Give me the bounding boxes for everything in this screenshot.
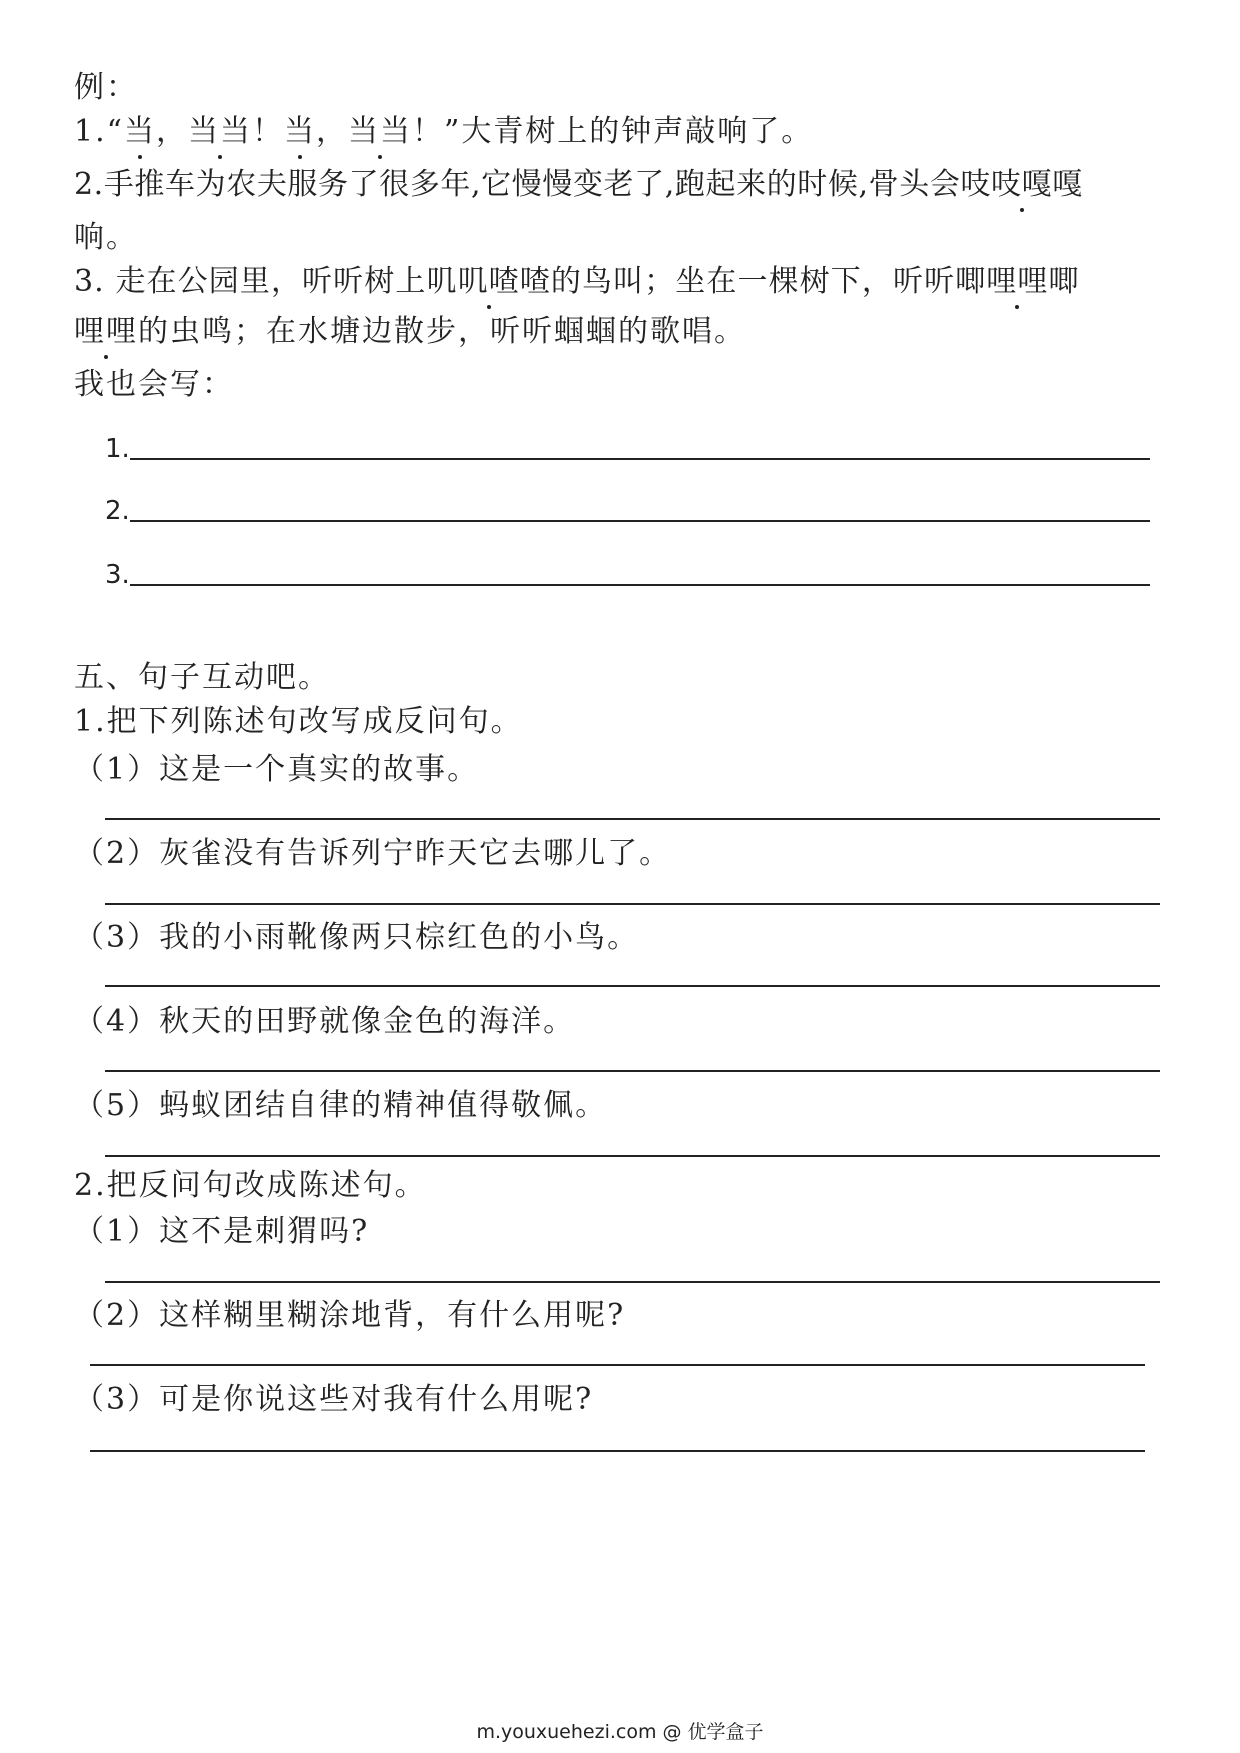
- example-heading: 例：: [74, 70, 138, 105]
- practice-number-1: 1.: [105, 434, 130, 464]
- onomatopoeia-marked: 哩哩: [74, 312, 138, 352]
- q1-item-2: [74, 834, 671, 874]
- punctuation: ，: [315, 114, 348, 149]
- item-number: （1）: [74, 1214, 160, 1249]
- example-line-3: [74, 262, 1080, 302]
- answer-line[interactable]: [105, 1281, 1160, 1283]
- q1-item-1: [74, 750, 479, 790]
- practice-heading: 我也会写：: [74, 367, 234, 402]
- section-title: 五、句子互动吧。: [74, 660, 330, 695]
- item-number: （1）: [74, 752, 160, 787]
- punctuation: ，: [155, 114, 188, 149]
- onomatopoeia-marked: 吱吱嘎嘎: [960, 165, 1082, 205]
- item-text: 这样糊里糊涂地背，有什么用呢?: [159, 1298, 626, 1333]
- item-text: 可是你说这些对我有什么用呢?: [159, 1382, 594, 1417]
- item-number: （3）: [74, 920, 160, 955]
- item-text: 蚂蚁团结自律的精神值得敬佩。: [159, 1088, 608, 1123]
- answer-line[interactable]: [130, 520, 1150, 522]
- q2-item-3: [74, 1380, 593, 1420]
- onomatopoeia-marked: 叽叽喳喳: [426, 262, 550, 302]
- sound-word: 当当: [348, 112, 412, 152]
- answer-line[interactable]: [105, 903, 1160, 905]
- item-text: 灰雀没有告诉列宁昨天它去哪儿了。: [159, 836, 672, 871]
- item-text: 秋天的田野就像金色的海洋。: [159, 1004, 576, 1039]
- footer-watermark: m.youxuehezi.com @ 优学盒子: [476, 1721, 764, 1743]
- sound-word: 当: [124, 112, 156, 152]
- answer-line[interactable]: [130, 584, 1150, 586]
- item-number: （2）: [74, 1298, 160, 1333]
- example-1-rest: 大青树上的钟声敲响了。: [461, 114, 814, 149]
- q1-instruction: 1.把下列陈述句改写成反问句。: [74, 704, 523, 739]
- example-3-text-c: 的虫鸣；在水塘边散步，听听蝈蝈的歌唱。: [138, 314, 746, 349]
- q1-item-3: [74, 918, 639, 958]
- example-line-1: [74, 112, 813, 152]
- onomatopoeia-marked: 唧哩哩唧: [955, 262, 1079, 302]
- answer-line[interactable]: [90, 1450, 1145, 1452]
- item-text: 这不是刺猬吗?: [159, 1214, 370, 1249]
- example-3-text-b: 的鸟叫；坐在一棵树下，听听: [550, 264, 956, 299]
- answer-line[interactable]: [105, 985, 1160, 987]
- example-line-2: [74, 165, 1083, 205]
- example-1-close-quote: ”: [443, 114, 462, 149]
- example-line-2-cont: 响。: [74, 220, 138, 255]
- punctuation: ！: [251, 114, 284, 149]
- punctuation: ！: [411, 114, 444, 149]
- example-1-open-quote: “: [106, 114, 124, 149]
- example-3-text-a: 3. 走在公园里，听听树上: [74, 264, 427, 299]
- example-line-3-cont: [74, 312, 746, 352]
- q2-instruction: 2.把反问句改成陈述句。: [74, 1168, 427, 1203]
- item-number: （5）: [74, 1088, 160, 1123]
- item-text: 这是一个真实的故事。: [159, 752, 480, 787]
- q1-item-5: [74, 1086, 607, 1126]
- answer-line[interactable]: [105, 1070, 1160, 1072]
- item-text: 我的小雨靴像两只棕红色的小鸟。: [159, 920, 640, 955]
- sound-word: 当当: [188, 112, 252, 152]
- q1-item-4: [74, 1002, 575, 1042]
- answer-line[interactable]: [130, 458, 1150, 460]
- item-number: （3）: [74, 1382, 160, 1417]
- example-1-number: 1.: [74, 114, 107, 149]
- answer-line[interactable]: [90, 1364, 1145, 1366]
- answer-line[interactable]: [105, 818, 1160, 820]
- q2-item-1: [74, 1212, 369, 1252]
- sound-word: 当: [284, 112, 316, 152]
- practice-number-2: 2.: [105, 496, 130, 526]
- example-2-text: 2.手推车为农夫服务了很多年,它慢慢变老了,跑起来的时候,骨头会: [74, 167, 961, 202]
- item-number: （2）: [74, 836, 160, 871]
- answer-line[interactable]: [105, 1155, 1160, 1157]
- practice-number-3: 3.: [105, 560, 130, 590]
- item-number: （4）: [74, 1004, 160, 1039]
- q2-item-2: [74, 1296, 625, 1336]
